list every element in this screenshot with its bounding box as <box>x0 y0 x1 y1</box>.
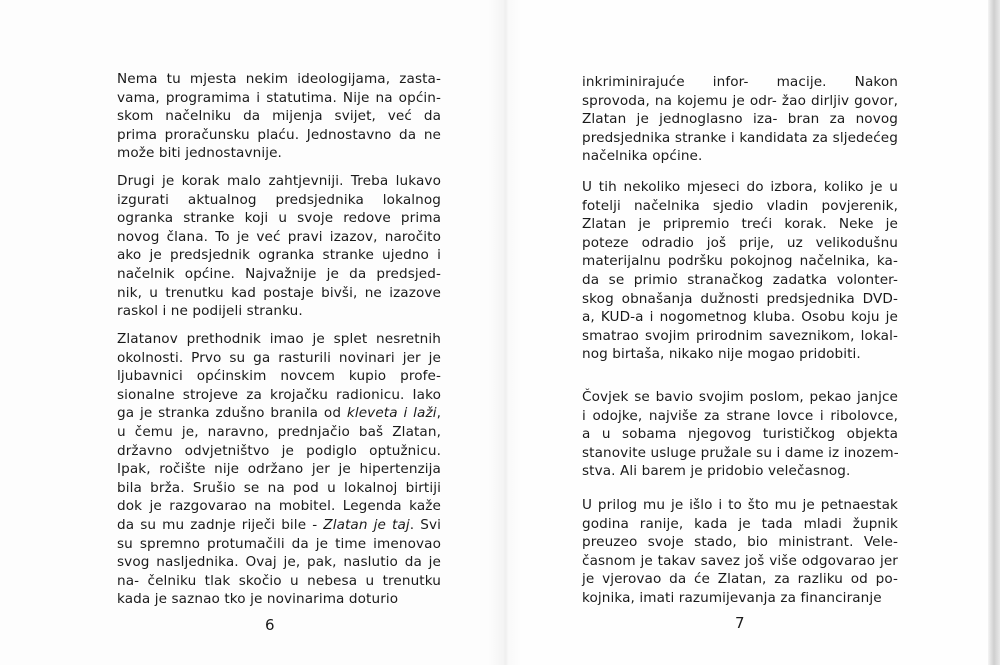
text-segment: ga je stranka zdušno branila od <box>117 405 347 422</box>
text-line: su spremno protumačili da je time imenovao <box>117 535 441 552</box>
text-line: načelnik općine. Najvažnije je da predsjed- <box>117 265 441 282</box>
text-line: a, KUD-a i nogometnog kluba. Osobu koju je <box>582 309 898 326</box>
text-line: ljubavnici općinskim novcem kupio profe- <box>117 368 441 385</box>
paragraph <box>117 330 441 609</box>
book-gutter <box>488 0 522 665</box>
text-line: i odojke, najviše za strane lovce i ribolovce, <box>582 407 898 424</box>
text-segment: , <box>436 405 441 422</box>
page-number: 6 <box>265 616 275 634</box>
paragraph <box>117 70 441 163</box>
text-line: sprovoda, na kojemu je odr- žao dirljiv govor, <box>582 92 898 109</box>
text-line: U prilog mu je išlo i to što mu je petnaestak <box>582 497 898 513</box>
text-line: kada je saznao tko je novinarima doturio <box>117 591 399 608</box>
italic-text: Zlatan je taj <box>323 516 410 533</box>
text-segment: . Svi <box>409 516 442 533</box>
right-page <box>505 0 1000 665</box>
text-line: Drugi je korak malo zahtjevniji. Treba lukavo <box>117 173 441 189</box>
text-line: u čemu je, naravno, prednjačio baš Zlatan, <box>117 423 441 440</box>
paragraph <box>582 73 898 166</box>
text-line: izgurati aktualnog predsjednika lokalnog <box>117 191 441 208</box>
text-line <box>117 516 441 535</box>
paragraph <box>582 388 898 481</box>
text-line: stanovite usluge pružale su i dame iz inozem- <box>582 444 899 461</box>
text-line: novog člana. To je već pravi izazov, naročito <box>117 228 441 245</box>
text-line: bila brža. Srušio se na pod u lokalnoj birtiji <box>117 479 441 496</box>
text-line <box>117 404 441 423</box>
text-line: okolnosti. Prvo su ga rasturili novinari jer je <box>117 349 441 366</box>
text-line: Zlatanov prethodnik imao je splet nesretnih <box>117 331 441 347</box>
text-line: može biti jednostavnije. <box>117 145 282 162</box>
text-line: skom načelniku da mijenja svijet, već da <box>117 108 441 125</box>
text-line: smatrao svojim prirodnim saveznikom, lokal- <box>582 327 898 344</box>
text-line: dok je razgovarao na mobitel. Legenda kaže <box>117 498 441 515</box>
text-line: časnom je takav savez još više odgovarao jer <box>582 552 898 569</box>
scan-edge <box>988 0 1000 665</box>
text-line: nik, u trenutku kad postaje bivši, ne izazove <box>117 284 441 301</box>
text-line: skog obnašanja dužnosti predsjednika DVD- <box>582 290 898 307</box>
text-line: Zlatan je pripremio treći korak. Neke je <box>582 216 898 233</box>
text-line: a u sobama njegovog turističkog objekta <box>582 426 898 443</box>
text-line: materijalnu podršku pokojnog načelnika, ka- <box>582 253 898 270</box>
text-line: nog birtaša, nikako nije mogao pridobiti. <box>582 346 861 363</box>
page-number: 7 <box>735 614 745 632</box>
text-line: kojnika, imati razumijevanja za financiranje <box>582 589 882 606</box>
text-line: fotelji načelnika sjedio vladin povjerenik, <box>582 197 898 214</box>
text-line: prima proračunsku plaću. Jednostavno da ne <box>117 126 441 143</box>
text-line: preuzeo svoje stado, bio ministrant. Vele- <box>582 534 898 551</box>
text-line: U tih nekoliko mjeseci do izbora, koliko je u <box>582 179 898 195</box>
text-line: je vjerovao da će Zlatan, za razliku od po- <box>582 571 898 588</box>
text-line: načelnika općine. <box>582 148 703 165</box>
text-line: ako je predsjednik ogranka stranke ujedno i <box>117 247 441 264</box>
text-line: sionalne strojeve za krojačku radionicu. Iako <box>117 386 441 403</box>
text-line: Čovjek se bavio svojim poslom, pekao janjce <box>582 389 898 405</box>
text-line: vama, programima i statutima. Nije na općin- <box>117 89 441 106</box>
italic-text: kleveta i laži <box>346 405 437 422</box>
text-line: inkriminirajuće infor- macije. Nakon <box>582 74 898 90</box>
text-line: raskol i ne podijeli stranku. <box>117 303 303 320</box>
paragraph <box>117 172 441 321</box>
text-line: stva. Ali barem je pridobio velečasnog. <box>582 463 851 480</box>
text-line: Nema tu mjesta nekim ideologijama, zasta- <box>117 71 441 87</box>
text-line: Ipak, ročište nije održano jer je hipertenzija <box>117 461 441 478</box>
text-line: na- čelniku tlak skočio u nebesa u trenutku <box>117 572 441 589</box>
text-line: poteze odradio još prije, uz velikodušnu <box>582 234 898 251</box>
paragraph <box>582 178 898 364</box>
text-line: državno odvjetništvo je podiglo optužnicu. <box>117 442 441 459</box>
text-line: predsjednika stranke i kandidata za sljedećeg <box>582 129 898 146</box>
paragraph <box>582 496 898 608</box>
text-line: svog nasljednika. Ovaj je, pak, naslutio da je <box>117 554 441 571</box>
text-line: ogranka stranke koji u svoje redove prima <box>117 210 441 227</box>
text-line: da se primio stranačkog zadatka volonter- <box>582 271 898 288</box>
text-segment: da su mu zadnje riječi bile - <box>117 516 324 533</box>
text-line: Zlatan je jednoglasno iza- bran za novog <box>582 111 898 128</box>
text-line: godina ranije, kada je tada mladi župnik <box>582 515 898 532</box>
